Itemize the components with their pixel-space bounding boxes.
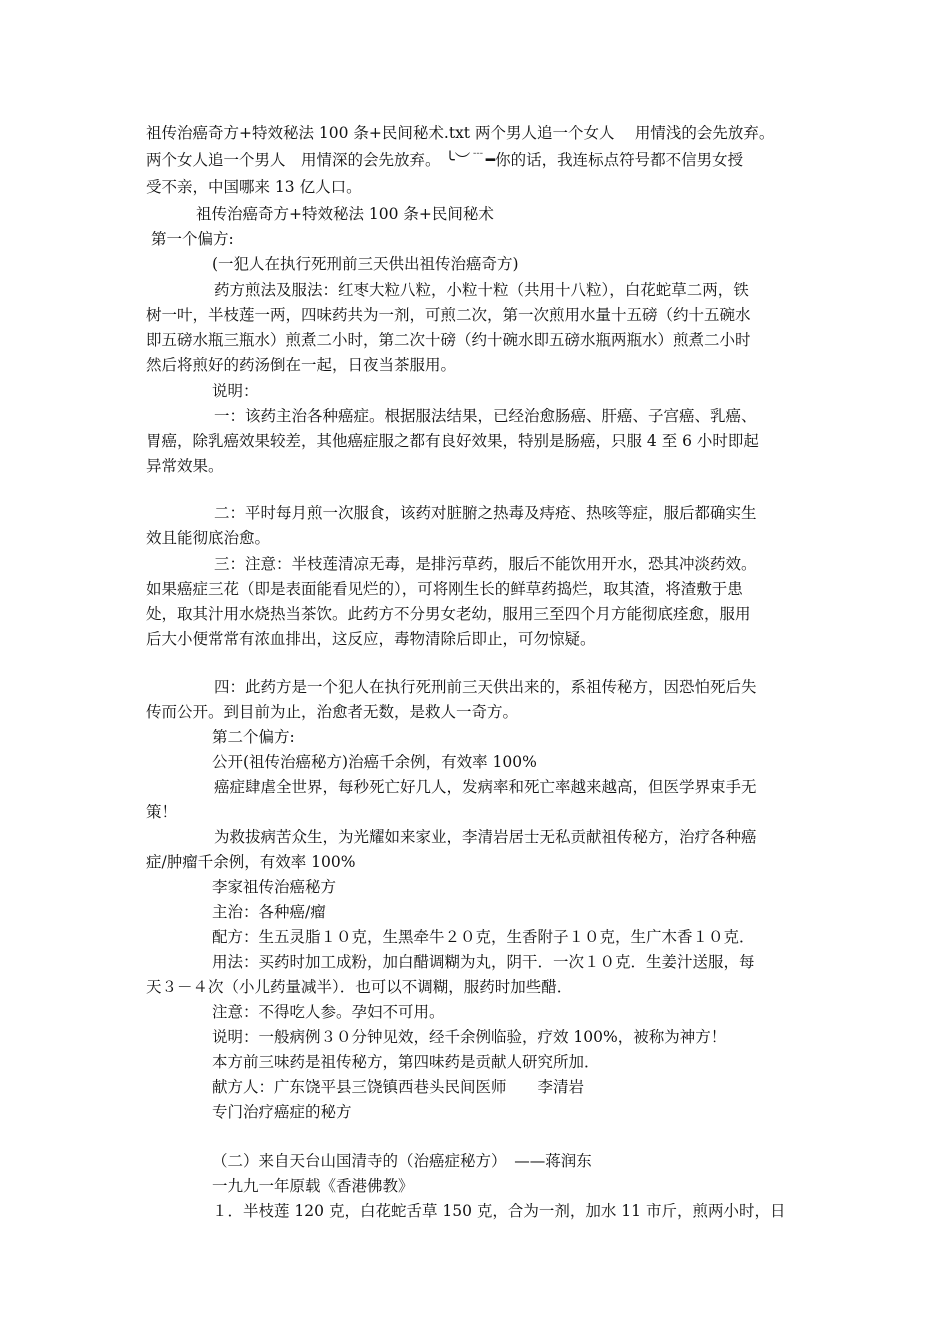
section-source: 一九九一年原载《香港佛教》: [212, 1177, 414, 1195]
paragraph-line: 处，取其汁用水烧热当茶饮。此药方不分男女老幼，服用三至四个月方能彻底痊愈，服用: [146, 605, 751, 623]
recipe-method: 用法：买药时加工成粉，加白醋调糊为丸，阴干．一次１０克．生姜汁送服，每: [212, 953, 755, 971]
paragraph-line: １．半枝莲 120 克，白花蛇舌草 150 克，合为一剂，加水 11 市斤，煎两小时，日: [212, 1202, 786, 1220]
paragraph-line: 癌症肆虐全世界，每秒死亡好几人，发病率和死亡率越来越高，但医学界束手无: [214, 778, 757, 796]
paragraph-line: 一：该药主治各种癌症。根据服法结果，已经治愈肠癌、肝癌、子宫癌、乳癌、: [214, 407, 757, 425]
paragraph-line: 然后将煎好的药汤倒在一起，日夜当茶服用。: [146, 356, 457, 374]
recipe-name: 李家祖传治癌秘方: [212, 878, 337, 896]
paragraph-line: 后大小便常常有浓血排出，这反应，毒物清除后即止，可勿惊疑。: [146, 630, 596, 648]
header-line: 受不亲，中国哪来 13 亿人口。: [146, 178, 362, 196]
recipe-method: 天３－４次（小儿药量减半）．也可以不调糊，服药时加些醋．: [146, 978, 573, 996]
paragraph-line: 四：此药方是一个犯人在执行死刑前三天供出来的，系祖传秘方，因恐怕死后失: [214, 678, 757, 696]
paragraph-line: 传而公开。到目前为止，治愈者无数，是救人一奇方。: [146, 703, 519, 721]
recipe-remark: 本方前三味药是祖传秘方，第四味药是贡献人研究所加．: [212, 1053, 600, 1071]
recipe-donor: 献方人：广东饶平县三饶镇西巷头民间医师 李清岩: [212, 1078, 585, 1096]
paragraph-line: 三：注意：半枝莲清凉无毒，是排污草药，服后不能饮用开水，恐其冲淡药效。: [214, 555, 757, 573]
recipe-explain: 说明：一般病例３０分钟见效，经千余例临验，疗效 100%，被称为神方！: [212, 1028, 727, 1046]
paragraph-line: 胃癌，除乳癌效果较差，其他癌症服之都有良好效果，特别是肠癌，只服 4 至 6 小时即起: [146, 432, 759, 450]
paragraph-line: 策！: [146, 803, 178, 821]
recipe-special: 专门治疗癌症的秘方: [212, 1103, 352, 1121]
paragraph-line: 即五磅水瓶三瓶水）煎煮二小时，第二次十磅（约十碗水即五磅水瓶两瓶水）煎煮二小时: [146, 331, 751, 349]
section-heading: 第二个偏方:: [212, 728, 295, 746]
recipe-formula: 配方：生五灵脂１０克，生黑牵牛２０克，生香附子１０克，生广木香１０克．: [212, 928, 755, 946]
section-heading: 第一个偏方:: [151, 230, 234, 248]
header-line: 祖传治癌奇方+特效秘法 100 条+民间秘术.txt 两个男人追一个女人 用情浅的会先放弃。: [146, 124, 775, 142]
recipe-caution: 注意：不得吃人参。孕妇不可用。: [212, 1003, 445, 1021]
paragraph-line: 药方煎法及服法：红枣大粒八粒，小粒十粒（共用十八粒），白花蛇草二两，铁: [214, 281, 749, 299]
header-line: 两个女人追一个男人 用情深的会先放弃。 ╰︶﹉━你的话，我连标点符号都不信男女授: [146, 151, 744, 169]
recipe-indication: 主治：各种癌/瘤: [212, 903, 326, 921]
paragraph-line: 异常效果。: [146, 457, 224, 475]
paragraph-line: 二：平时每月煎一次服食，该药对脏腑之热毒及痔疮、热咳等症，服后都确实生: [214, 504, 757, 522]
paragraph-line: 效且能彻底治愈。: [146, 529, 271, 547]
document-title: 祖传治癌奇方+特效秘法 100 条+民间秘术: [196, 205, 494, 223]
note-label: 说明：: [212, 382, 259, 400]
paragraph-line: 症/肿瘤千余例，有效率 100%: [146, 853, 356, 871]
section-subtitle: 公开(祖传治癌秘方)治癌千余例，有效率 100%: [212, 753, 537, 771]
section-source: (一犯人在执行死刑前三天供出祖传治癌奇方): [212, 255, 519, 273]
paragraph-line: 为救拔病苦众生，为光耀如来家业，李清岩居士无私贡献祖传秘方，治疗各种癌: [214, 828, 757, 846]
paragraph-line: 树一叶，半枝莲一两，四味药共为一剂，可煎二次，第一次煎用水量十五磅（约十五碗水: [146, 306, 751, 324]
section-heading: （二）来自天台山国清寺的（治癌症秘方） ——蒋润东: [212, 1152, 592, 1170]
paragraph-line: 如果癌症三花（即是表面能看见烂的），可将刚生长的鲜草药捣烂，取其渣，将渣敷于患: [146, 580, 743, 598]
